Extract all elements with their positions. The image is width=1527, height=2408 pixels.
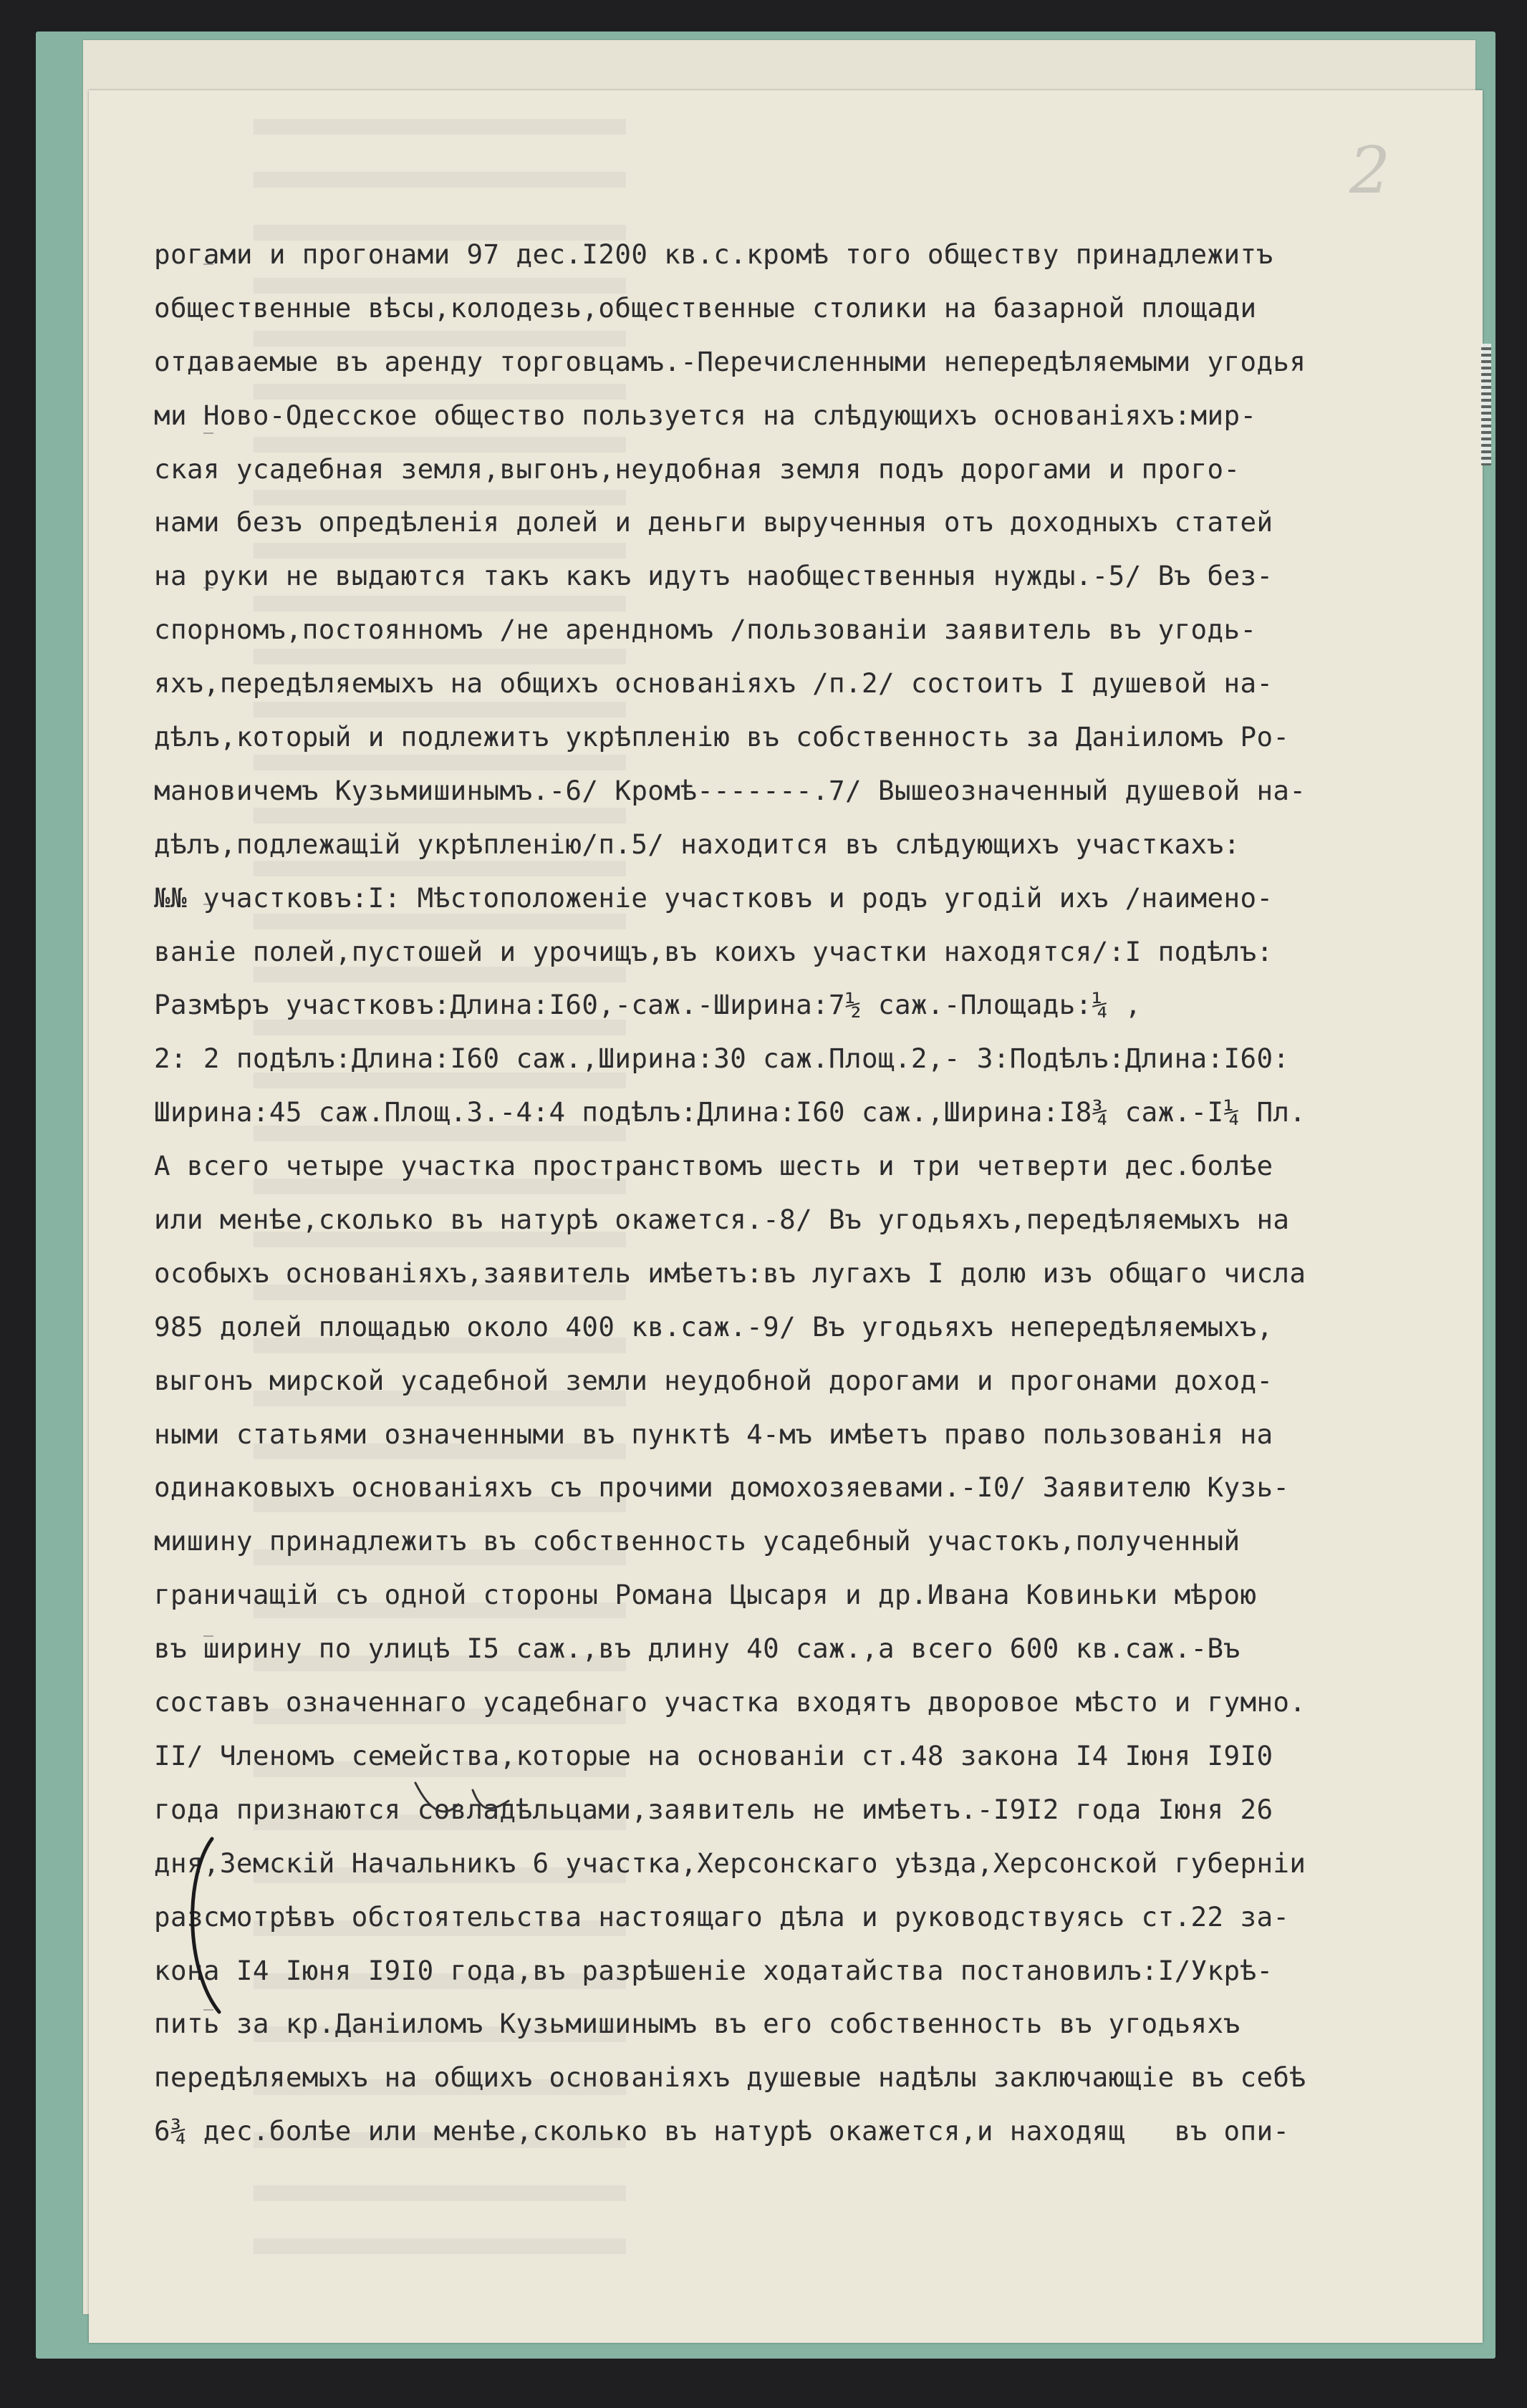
text-line: мановичемъ Кузьмишинымъ.-6/ Кромѣ-------.7/ Вышеозначенный душевой на- [154,774,1306,806]
text-line: или менѣе,сколько въ натурѣ окажется.-8/ Въ угодьяхъ,передѣляемыхъ на [154,1204,1290,1236]
text-line: Ширина:45 саж.Площ.3.-4:4 подѣлъ:Длина:I60 саж.,Ширина:I8¾ саж.-I¼ Пл. [154,1096,1306,1128]
text-line: Размѣръ участковъ:Длина:I60,-саж.-Ширина:7½ саж.-Площадь:¼ , [154,989,1142,1021]
text-line: общественные вѣсы,колодезь,общественные столики на базарной площади [154,291,1257,324]
text-line: нами безъ опредѣленія долей и деньги вырученныя отъ доходныхъ статей [154,506,1273,538]
text-line: особыхъ основаніяхъ,заявитель имѣетъ:въ лугахъ I долю изъ общаго числа [154,1257,1306,1289]
text-line: отдаваемые въ аренду торговцамъ.-Перечисленными непередѣляемыми угодья [154,345,1306,377]
text-line: выгонъ мирской усадебной земли неудобной дорогами и прогонами доход- [154,1364,1273,1396]
text-line: ская усадебная земля,выгонъ,неудобная земля подъ дорогами и прого- [154,453,1241,485]
text-line: граничащій съ одной стороны Романа Цысаря и др.Ивана Ковиньки мѣрою [154,1579,1257,1611]
text-line: спорномъ,постоянномъ /не арендномъ /пользованіи заявитель въ угодь- [154,614,1257,646]
text-line: дѣлъ,подлежащій укрѣпленію/п.5/ находится въ слѣдующихъ участкахъ: [154,828,1241,860]
text-line: въ ширину по улицѣ I5 саж.,въ длину 40 саж.,а всего 600 кв.саж.-Въ [154,1633,1241,1665]
text-line: разсмотрѣвъ обстоятельства настоящаго дѣла и руководствуясь ст.22 за- [154,1900,1290,1933]
text-line: А всего четыре участка пространствомъ шесть и три четверти дес.болѣе [154,1150,1273,1182]
text-line: рогами и прогонами 97 дес.I200 кв.с.кромѣ того обществу принадлежитъ [154,238,1273,270]
ink-flourish-mark [401,1769,530,1847]
text-line: II/ Членомъ семейства,которые на основаніи ст.48 закона I4 Іюня I9I0 [154,1739,1273,1771]
text-line: пить за кр.Даніиломъ Кузьмишинымъ въ его собственность въ угодьяхъ [154,2008,1241,2040]
ink-bracket-mark [178,1833,228,2019]
text-line: яхъ,передѣляемыхъ на общихъ основаніяхъ /п.2/ состоитъ I душевой на- [154,667,1273,700]
text-line: дня,Земскій Начальникъ 6 участка,Херсонскаго уѣзда,Херсонской губерніи [154,1847,1306,1879]
text-line: года признаются совладѣльцами,заявитель не имѣетъ.-I9I2 года Іюня 26 [154,1793,1273,1825]
text-line: дѣлъ,который и подлежитъ укрѣпленію въ собственность за Даніиломъ Ро- [154,721,1290,753]
typed-text-block [154,228,1486,2158]
text-line: 985 долей площадью около 400 кв.саж.-9/ Въ угодьяхъ непередѣляемыхъ, [154,1310,1273,1343]
text-line: ными статьями означенными въ пунктѣ 4-мъ имѣетъ право пользованія на [154,1418,1273,1450]
text-line: кона I4 Іюня I9I0 года,въ разрѣшеніе ходатайства постановилъ:I/Укрѣ- [154,1954,1273,1986]
text-line: мишину принадлежитъ въ собственность усадебный участокъ,полученный [154,1525,1241,1557]
text-line: ваніе полей,пустошей и урочищъ,въ коихъ участки находятся/:I подѣлъ: [154,935,1273,967]
text-line: на руки не выдаются такъ какъ идутъ наобщественныя нужды.-5/ Въ без- [154,560,1273,592]
text-line: составъ означеннаго усадебнаго участка входятъ дворовое мѣсто и гумно. [154,1686,1306,1718]
text-line: 6¾ дес.болѣе или менѣе,сколько въ натурѣ окажется,и находящ въ опи- [154,2115,1290,2147]
text-line: ми Ново-Одесское общество пользуется на слѣдующихъ основаніяхъ:мир- [154,399,1257,431]
text-line: одинаковыхъ основаніяхъ съ прочими домохозяевами.-I0/ Заявителю Кузь- [154,1471,1290,1504]
text-line: передѣляемыхъ на общихъ основаніяхъ душевые надѣлы заключающіе въ себѣ [154,2061,1306,2094]
text-line: №№ участковъ:I: Мѣстоположеніе участковъ и родъ угодій ихъ /наимено- [154,881,1273,914]
corner-pencil-mark: 2 [1349,133,1391,208]
text-line: 2: 2 подѣлъ:Длина:I60 саж.,Ширина:30 саж.Площ.2,- 3:Подѣлъ:Длина:I60: [154,1043,1290,1075]
